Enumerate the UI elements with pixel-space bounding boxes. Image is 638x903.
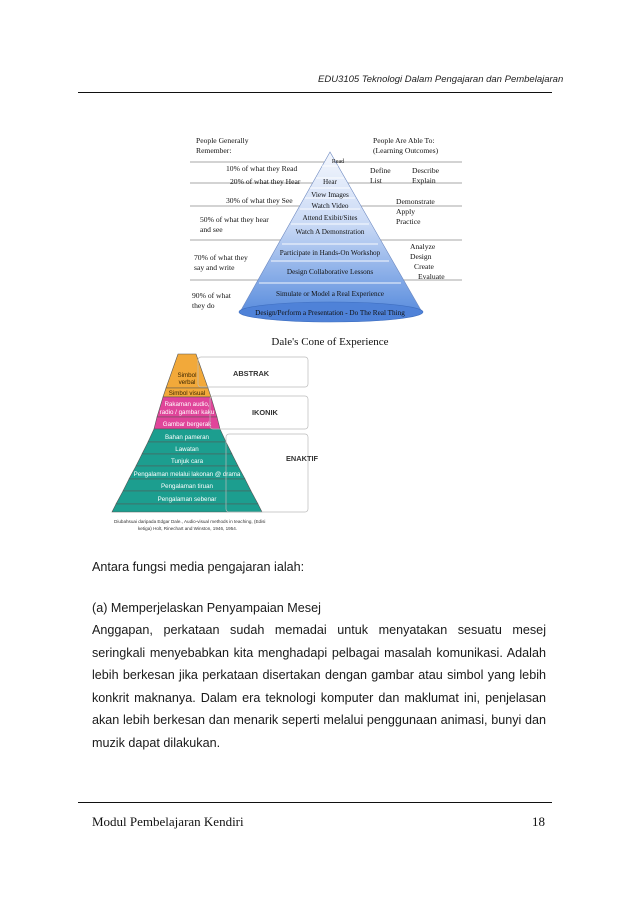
pyramid-label: Pengalaman tiruan <box>161 483 213 490</box>
cone-level-label: Design/Perform a Presentation - Do The Real Thing <box>255 309 405 317</box>
group-label-abstrak: ABSTRAK <box>233 369 270 378</box>
outcome-label: Evaluate <box>418 272 445 281</box>
paragraph-line: seringkali menyebabkan kita menghadapi pelbagai masalah komunikasi. Adalah <box>92 645 546 660</box>
outcome-label: Apply <box>396 207 415 216</box>
cone-level-label: Watch Video <box>311 202 349 210</box>
page-number: 18 <box>532 814 545 829</box>
outcome-label: Define <box>370 166 391 175</box>
dale-cone-caption: Dale's Cone of Experience <box>271 336 389 348</box>
left-title-line2: Remember: <box>196 146 232 155</box>
pyramid-label: Rakaman audio, <box>164 401 210 408</box>
running-header: EDU3105 Teknologi Dalam Pengajaran dan Pembelajaran <box>318 74 564 85</box>
dale-cone-figure <box>190 130 470 350</box>
retention-label: 30% of what they See <box>226 196 293 205</box>
group-label-ikonik: IKONIK <box>252 408 278 417</box>
outcome-label: Demonstrate <box>396 197 435 206</box>
retention-label: 20% of what they Hear <box>230 177 301 186</box>
pyramid-label: Pengalaman melalui lakonan @ drama <box>133 471 241 478</box>
retention-label: say and write <box>194 263 235 272</box>
section-heading: (a) Memperjelaskan Penyampaian Mesej <box>92 601 321 615</box>
outcome-label: Create <box>414 262 434 271</box>
retention-label: and see <box>200 225 223 234</box>
cone-level-label: Participate in Hands-On Workshop <box>279 249 381 257</box>
pyramid-label: Simbol visual <box>168 390 206 397</box>
cone-level-label: Watch A Demonstration <box>295 228 365 236</box>
right-title-line1: People Are Able To: <box>373 136 435 145</box>
cone-level-label: Design Collaborative Lessons <box>286 268 374 276</box>
cone-level-label: Attend Exibit/Sites <box>302 214 358 222</box>
cone-level-label: Hear <box>323 178 337 186</box>
header-rule <box>78 92 552 93</box>
pyramid-label: Simbol <box>177 372 197 379</box>
media-pyramid-figure <box>86 352 322 538</box>
outcome-label: Describe <box>412 166 439 175</box>
pyramid-label: Gambar bergerak <box>162 421 212 428</box>
pyramid-label: Tunjuk cara <box>170 458 204 465</box>
retention-label: 90% of what <box>192 291 231 300</box>
group-label-enaktif: ENAKTIF <box>286 454 319 463</box>
pyramid-label: Pengalaman sebenar <box>157 496 217 503</box>
footer-module: Modul Pembelajaran Kendiri <box>92 814 244 829</box>
outcome-label: Practice <box>396 217 421 226</box>
pyramid-label: Bahan pameran <box>164 434 210 441</box>
pyramid-label: verbal <box>178 379 196 386</box>
outcome-label: List <box>370 176 382 185</box>
paragraph-line: lebih berkesan jika perkataan disertakan dengan gambar atau simbol yang lebih <box>92 668 546 683</box>
pyramid-source-line2: ketiga) Holt, Rinechart and Winston, 1946, 1954. <box>138 526 238 531</box>
cone-level-label: Simulate or Model a Real Experience <box>276 290 384 298</box>
intro-text: Antara fungsi media pengajaran ialah: <box>92 560 305 574</box>
retention-label: 50% of what they hear <box>200 215 269 224</box>
retention-label: they do <box>192 301 215 310</box>
outcome-label: Explain <box>412 176 436 185</box>
right-title-line2: (Learning Outcomes) <box>373 146 439 155</box>
retention-label: 70% of what they <box>194 253 248 262</box>
pyramid-label: Lawatan <box>175 446 199 453</box>
footer-rule <box>78 802 552 803</box>
outcome-label: Analyze <box>410 242 436 251</box>
outcome-label: Design <box>410 252 432 261</box>
cone-level-label: View Images <box>311 191 349 199</box>
retention-label: 10% of what they Read <box>226 164 298 173</box>
paragraph-line: konkrit maknanya. Dalam era teknologi komputer dan maklumat ini, penjelasan <box>92 690 546 705</box>
pyramid-base <box>112 504 262 512</box>
pyramid-source-line1: Diubahsuai daripada Edgar Dale., Audio-visual methods in teaching, (Edisi <box>114 519 266 524</box>
paragraph-line: Anggapan, perkataan sudah memadai untuk menyatakan sesuatu mesej <box>92 623 546 637</box>
paragraph-line: muzik dapat dilakukan. <box>92 735 221 750</box>
paragraph-line: akan lebih berkesan dan menarik seperti melalui penggunaan animasi, bunyi dan <box>92 713 546 728</box>
left-title-line1: People Generally <box>196 136 249 145</box>
cone-level-label: Read <box>331 159 345 165</box>
body-paragraph <box>92 619 546 755</box>
pyramid-label: radio / gambar kaku <box>159 409 215 416</box>
